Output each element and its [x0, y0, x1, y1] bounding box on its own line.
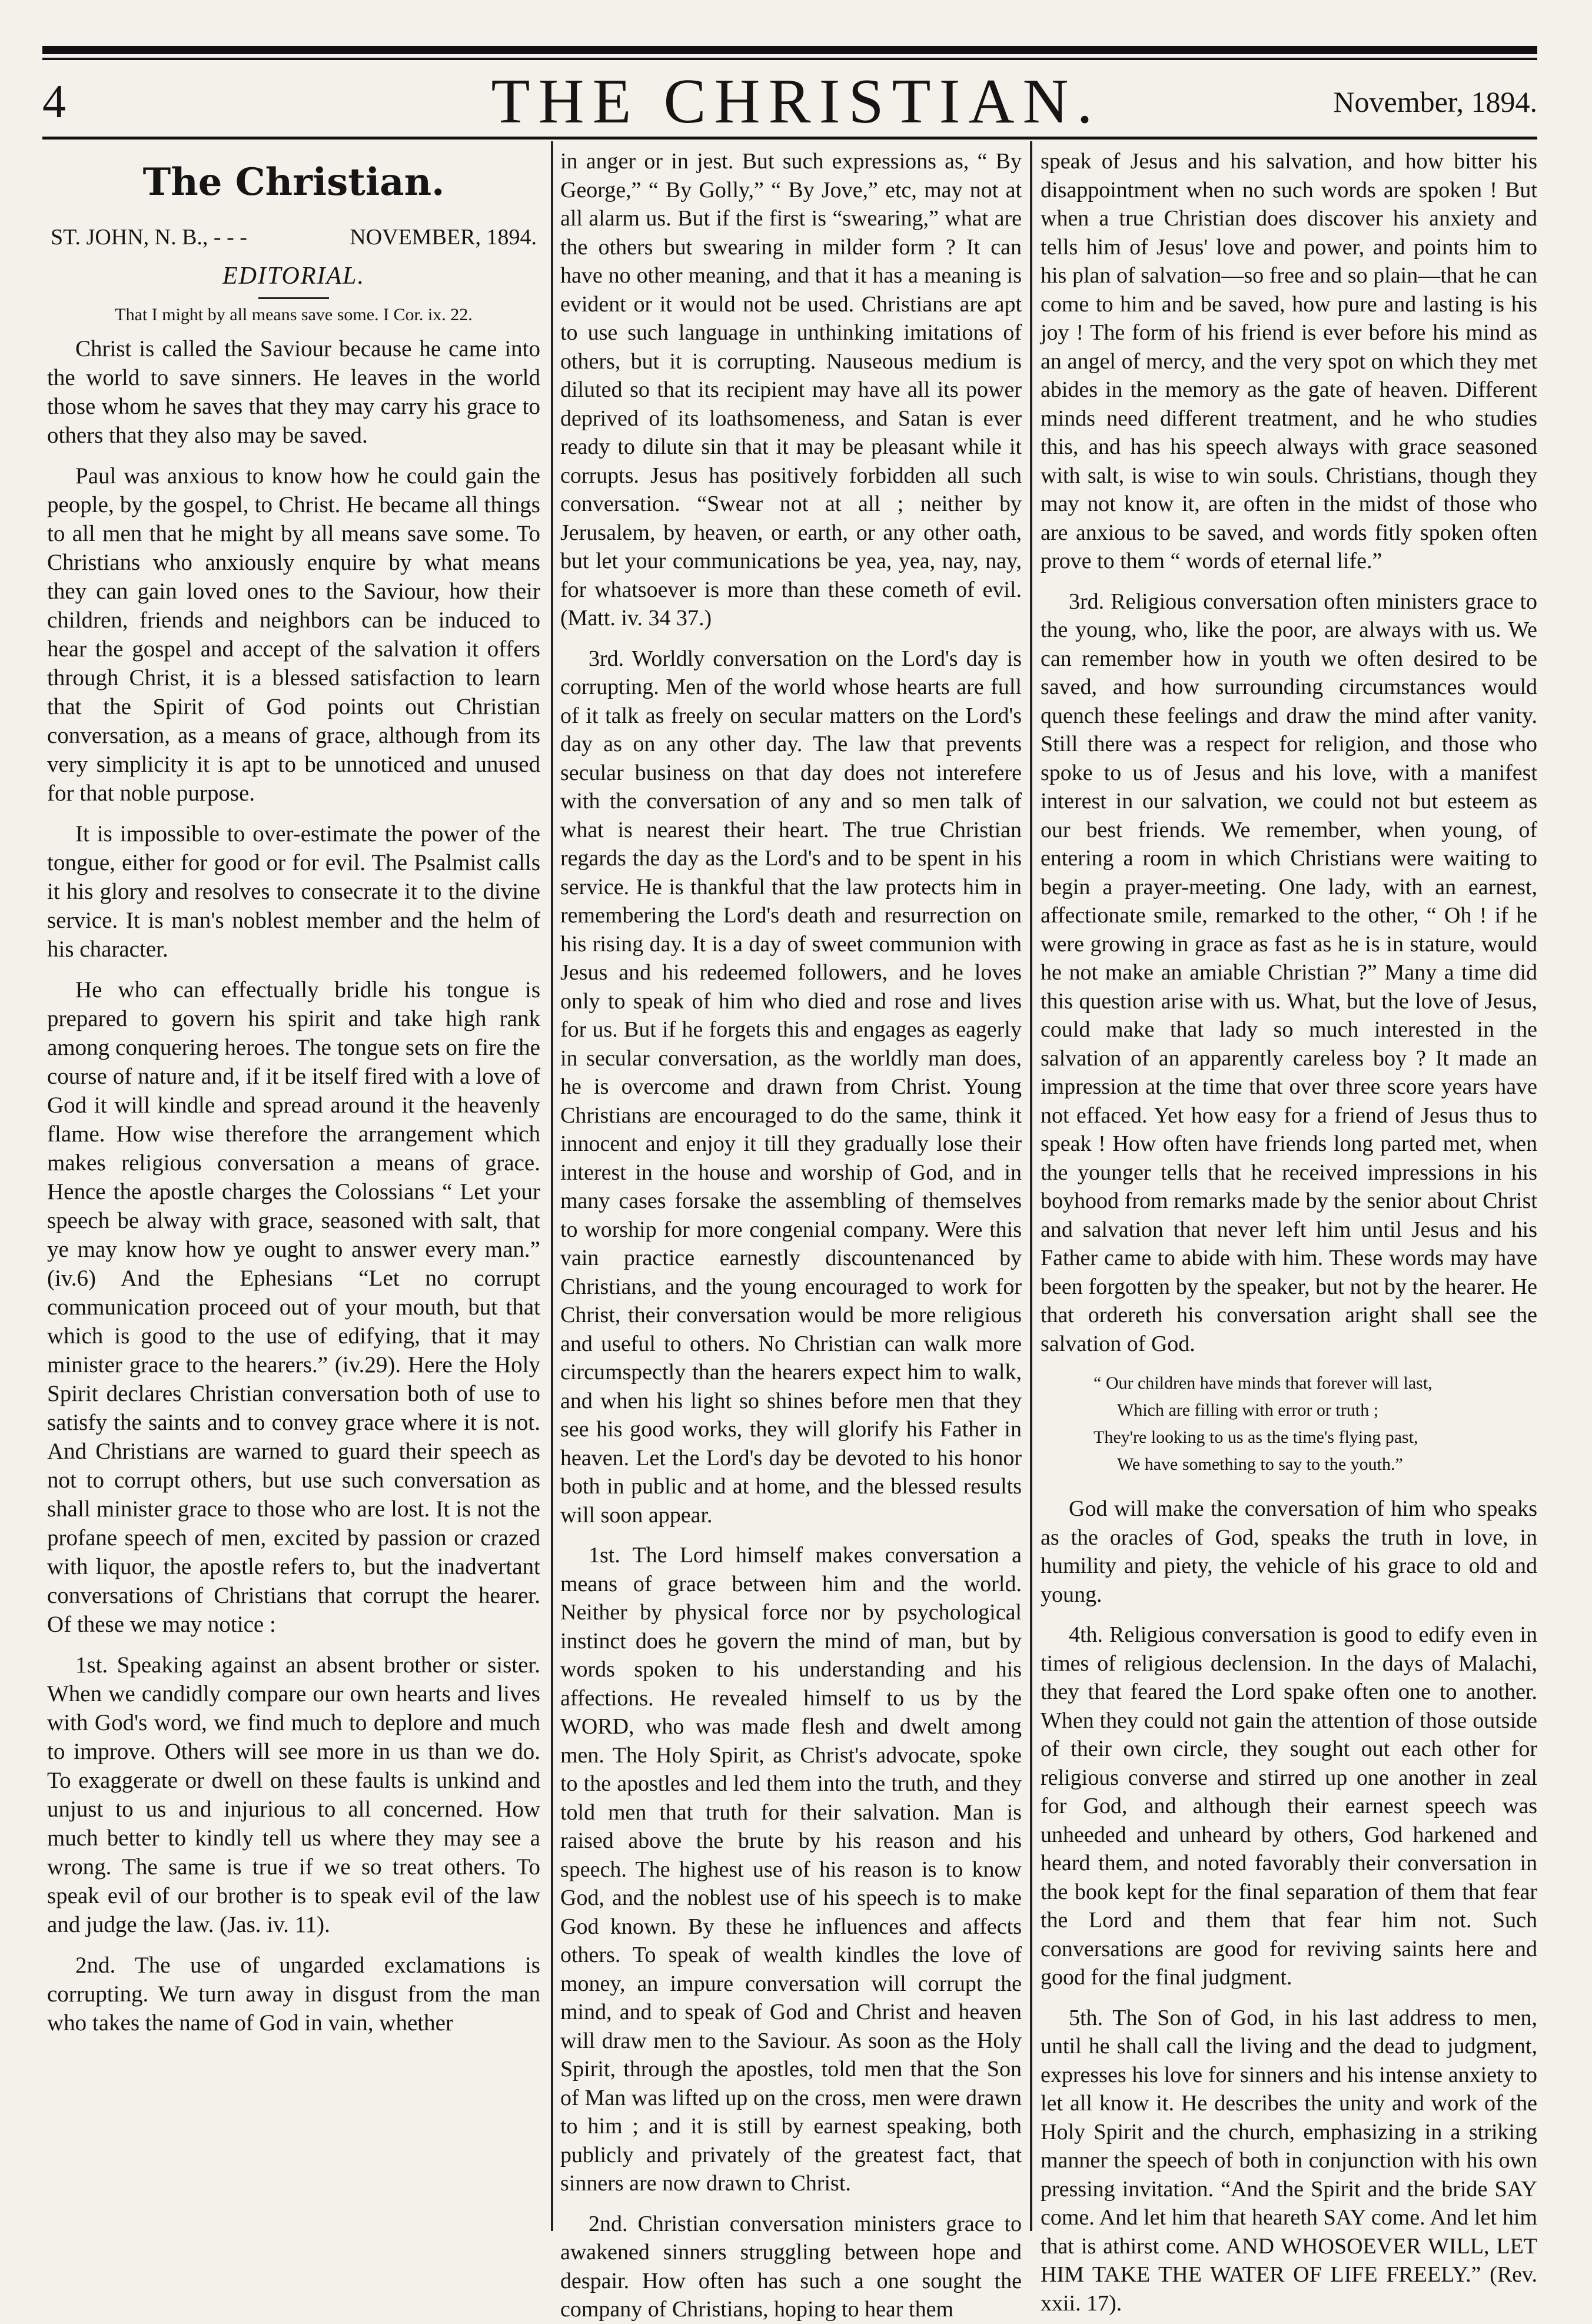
top-thin-rule — [42, 58, 1537, 60]
poem-line: Which are filling with error or truth ; — [1117, 1400, 1379, 1420]
paragraph: He who can effectually bridle his tongue is prepared to govern his spirit and take high rank among conquering heroes. The tongue sets on fire the course of nature and, if it be itself fired with a love of God it will kindle and spread around it the heavenly flame. How wise therefore the arrangement which makes religious conversation a means of grace. Hence the apostle charges the Colossians “ Let your speech be alway with grace, seasoned with salt, that ye may know how ye ought to answer every man.” (iv.6) And the Ephesians “Let no corrupt communication proceed out of your mouth, but that which is good to the use of edifying, that it may minister grace to the hearers.” (iv.29). Here the Holy Spirit declares Christian conversation both of use to satisfy the saints and to convey grace where it is not. And Christians are warned to guard their speech as not to corrupt others, but use such conversation as shall minister grace to those who are lost. It is not the profane speech of men, excited by passion or crazed with liquor, the apostle refers to, but the inadvertant conversations of Christians that corrupt the hearer. Of these we may notice : — [47, 977, 540, 1637]
paragraph: in anger or in jest. But such expressions as, “ By George,” “ By Golly,” “ By Jove,” etc, may not at all alarm us. But if the first is “swearing,” what are the others but swearing in milder form ? It can have no other meaning, and that it has a meaning is evident or it would not be used. Christians are apt to use such language in unthinking imitations of others, but it is corrupting. Nauseous medium is diluted so that its recipient may have all its power deprived of its loathsomeness, and Satan is ever ready to dilute sin that it may be pleasant while it corrupts. Jesus has positively forbidden all such conversation. “Swear not at all ; neither by Jerusalem, by heaven, or earth, or any other oath, but let your communications be yea, yea, nay, nay, for whatsoever is more than these cometh of evil. (Matt. iv. 34 37.) — [560, 149, 1022, 630]
column-divider — [1030, 141, 1032, 2231]
column-1-text — [47, 334, 540, 2037]
paragraph: 3rd. Worldly conversation on the Lord's day is corrupting. Men of the world whose hearts are full of it talk as freely on secular matters on the Lord's day as on any other day. The law that prevents secular business on that day does not interefere with the conversation of any and so men talk of what is nearest their heart. The true Christian regards the day as the Lord's and to be spent in his service. He is thankful that the law protects him in remembering the Lord's death and resurrection on his rising day. It is a day of sweet communion with Jesus and his redeemed followers, and he loves only to speak of him who died and rose and lives for us. But if he forgets this and engages as eagerly in secular conversation, as the worldly man does, he is overcome and drawn from Christ. Young Christians are encouraged to do the same, think it innocent and enjoy it till they gradually lose their interest in the house and worship of God, and in many cases forsake the assembling of themselves to worship for more congenial company. Were this vain practice earnestly discountenanced by Christians, and the young encouraged to work for Christ, their conversation would be more religious and useful to others. No Christian can walk more circumspectly than the hearers expect him to walk, and when his light so shines before men that they see his good works, they will glorify his Father in heaven. Let the Lord's day be devoted to his honor both in public and at home, and the blessed results will soon appear. — [560, 646, 1022, 1528]
column-2 — [560, 147, 1022, 2322]
top-heavy-rule — [42, 46, 1537, 54]
paragraph: 1st. The Lord himself makes conversation a means of grace between him and the world. Neither by physical force nor by psychological instinct does he govern the mind of man, but by words spoken to his understanding and his affections. He revealed himself to us by the WORD, who was made flesh and dwelt among men. The Holy Spirit, as Christ's advocate, spoke to the apostles and led them into the truth, and they told men that truth for their salvation. Man is raised above the brute by his reason and his speech. The highest use of his reason is to know God, and the noblest use of his speech is to make God known. By these he influences and affects others. To speak of wealth kindles the love of money, an impure conversation will corrupt the mind, and to speak of God and Christ and heaven will draw men to the Saviour. As soon as the Holy Spirit, through the apostles, told men that the Son of Man was lifted up on the cross, men were drawn to him ; and it is still by earnest speaking, both publicly and privately of the greatest fact, that sinners are now drawn to Christ. — [560, 1543, 1022, 2196]
epigraph: That I might by all means save some. I Cor. ix. 22. — [115, 305, 473, 324]
paragraph: 2nd. Christian conversation ministers grace to awakened sinners struggling between hope and despair. How often has such a one sought the company of Christians, hoping to hear them — [560, 2211, 1022, 2322]
paragraph: 2nd. The use of ungarded exclamations is corrupting. We turn away in disgust from the man who takes the name of God in vain, whether — [47, 1953, 540, 2036]
column-divider — [551, 141, 553, 2231]
paragraph: Paul was anxious to know how he could gain the people, by the gospel, to Christ. He became all things to all men that he might by all means save some. To Christians who anxiously enquire by what means they can gain loved ones to the Saviour, how their children, friends and neighbors can be induced to hear the gospel and accept of the salvation it offers through Christ, it is a blessed satisfaction to learn that the Spirit of God points out Christian conversation, as a means of grace, although from its very simplicity it is apt to be unnoticed and unused for that noble purpose. — [47, 463, 540, 806]
paragraph: It is impossible to over-estimate the power of the tongue, either for good or for evil. The Psalmist calls it his glory and resolves to consecrate it to the divine service. It is man's noblest member and the helm of his character. — [47, 821, 540, 962]
page-number: 4 — [42, 76, 66, 128]
masthead-rule — [42, 137, 1537, 140]
column-1 — [47, 147, 540, 2231]
column-3-text — [1041, 147, 1537, 2318]
paper-title: THE CHRISTIAN. — [491, 67, 1101, 137]
poem-line: They're looking to us as the time's flying past, — [1094, 1427, 1418, 1447]
heading-rule — [258, 297, 329, 299]
paragraph: 3rd. Religious conversation often ministers grace to the young, who, like the poor, are always with us. We can remember how in youth we often desired to be saved, and how surrounding circumstances would quench these feelings and draw the mind after vanity. Still there was a respect for religion, and those who spoke to us of Jesus and his love, with a manifest interest in our salvation, we could not but esteem as our best friends. We remember, when young, of entering a room in which Christians were waiting to begin a prayer-meeting. One lady, with an earnest, affectionate smile, remarked to the other, “ Oh ! if he were growing in grace as fast as he is in stature, would he not make an amiable Christian ?” Many a time did this question arise with us. What, but the love of Jesus, could make that lady so much interested in the salvation of an apparently careless boy ? It made an impression at the time that over three score years have not effaced. Yet how easy for a friend of Jesus thus to speak ! How often have friends long parted met, when the younger tells that he received impressions in his boyhood from remarks made by the senior about Christ and salvation that never left him until Jesus and his Father came to abide with him. These words may have been forgotten by the speaker, but not by the hearer. He that ordereth his conversation aright shall see the salvation of God. — [1041, 589, 1537, 1356]
issue-date: November, 1894. — [1333, 85, 1537, 118]
paragraph: Christ is called the Saviour because he came into the world to save sinners. He leaves in the world those whom he saves that they may carry his grace to others that they also may be saved. — [47, 336, 540, 448]
column-3 — [1041, 147, 1537, 2316]
section-heading: EDITORIAL. — [222, 263, 365, 290]
paragraph: 5th. The Son of God, in his last address to men, until he shall call the living and the dead to judgment, expresses his love for sinners and his intense anxiety to let all know it. He describes the unity and work of the Holy Spirit and the church, emphasizing in a striking manner the speech of both in conjunction with his own pressing invitation. “And the Spirit and the bride SAY come. And let him that heareth SAY come. And let him that is athirst come. AND WHOSOEVER WILL, LET HIM TAKE THE WATER OF LIFE FREELY.” (Rev. xxii. 17). — [1041, 2005, 1537, 2316]
dateline-place: ST. JOHN, N. B., - - - — [51, 225, 247, 250]
paragraph: 4th. Religious conversation is good to edify even in times of religious declension. In the days of Malachi, they that feared the Lord spake often one to another. When they could not gain the attention of those outside of their own circle, they sought out each other for religious converse and stirred up one another in zeal for God, and although their earnest speech was unheeded and unheard by others, God harkened and heard them, and noted favorably their conversation in the book kept for the final separation of them that fear the Lord and them that fear him not. Such conversations are good for reviving saints here and good for the final judgment. — [1041, 1622, 1537, 1990]
dateline — [51, 224, 537, 250]
editorial-nameplate: The Christian. — [142, 160, 445, 204]
poem-line: We have something to say to the youth.” — [1117, 1455, 1403, 1474]
poem-line: “ Our children have minds that forever will last, — [1094, 1373, 1433, 1393]
column-2-text — [560, 147, 1022, 2324]
paragraph: 1st. Speaking against an absent brother or sister. When we candidly compare our own hearts and lives with God's word, we find much to deplore and much to improve. Others will see more in us than we do. To exaggerate or dwell on these faults is unkind and unjust to us and injurious to all concerned. How much better to kindly tell us where they may see a wrong. The same is true if we so treat others. To speak evil of our brother is to speak evil of the law and judge the law. (Jas. iv. 11). — [47, 1652, 540, 1937]
paragraph: God will make the conversation of him who speaks as the oracles of God, speaks the truth in love, in humility and piety, the vehicle of his grace to old and young. — [1041, 1496, 1537, 1607]
dateline-date: NOVEMBER, 1894. — [350, 225, 537, 250]
poem — [1094, 1370, 1537, 1478]
paragraph: speak of Jesus and his salvation, and how bitter his disappointment when no such words are spoken ! But when a true Christian does discover his anxiety and tells him of Jesus' love and power, and points him to his plan of salvation—so free and so plain—that he can come to him and be saved, how pure and lasting is his joy ! The form of his friend is ever before his mind as an angel of mercy, and the very spot on which they met abides in the memory as the gate of heaven. Different minds need different treatment, and he who studies this, and has his speech always with grace seasoned with salt, is wise to win souls. Christians, though they may not know it, are often in the midst of those who are anxious to be saved, and words fitly spoken often prove to them “ words of eternal life.” — [1041, 149, 1537, 573]
